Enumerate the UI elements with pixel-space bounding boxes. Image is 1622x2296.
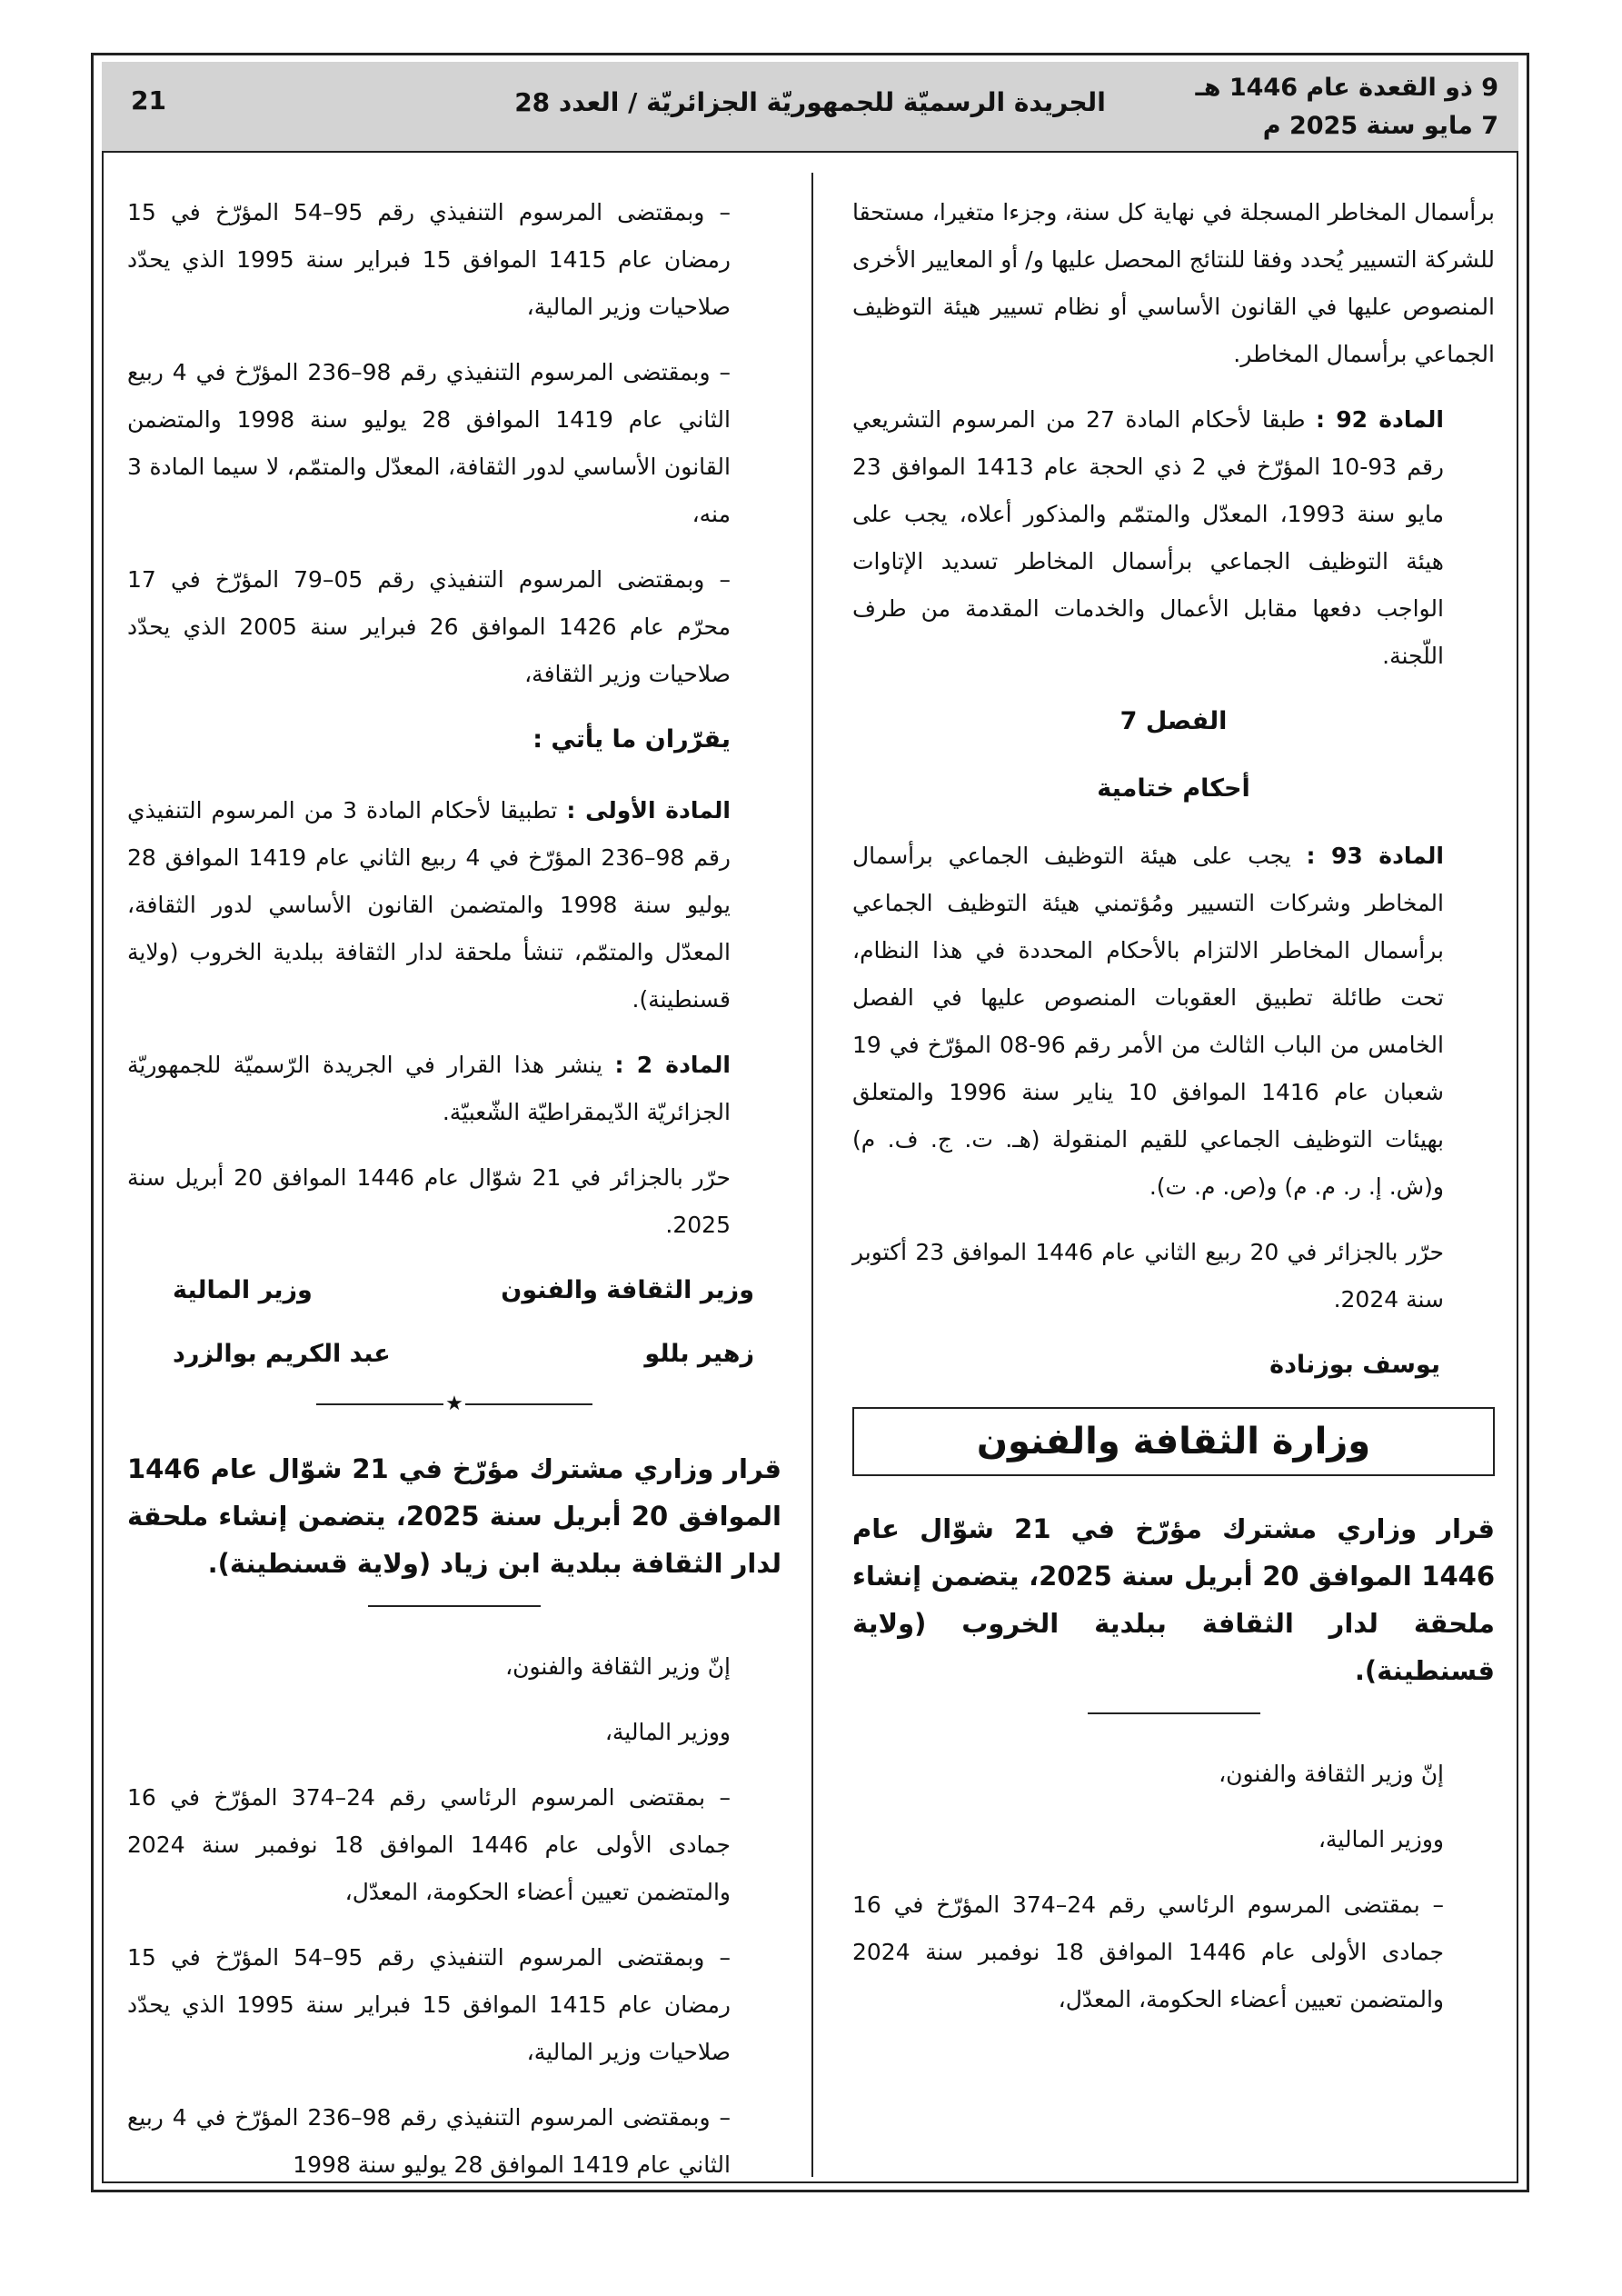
article-93-label: المادة 93 : — [1306, 843, 1444, 869]
article-1-label: المادة الأولى : — [566, 797, 731, 824]
intro-minister-culture: إنّ وزير الثقافة والفنون، — [505, 1653, 731, 1680]
separator-rule — [368, 1605, 541, 1607]
header-date-hijri: 9 ذو القعدة عام 1446 هـ — [1195, 74, 1498, 102]
visa-decree-05-79: – وبمقتضى المرسوم التنفيذي رقم 05–79 المؤرّخ في 17 محرّم عام 1426 الموافق 26 فبراير سنة 2005 الذي يحدّد صلاحيات وزير الثقافة، — [127, 566, 731, 687]
chapter-title: أحكام ختامية — [1097, 774, 1250, 803]
right-column — [852, 189, 1495, 2041]
header-title: الجريدة الرسميّة للجمهوريّة الجزائريّة / العدد 28 — [514, 87, 1106, 117]
article-92-label: المادة 92 : — [1316, 406, 1444, 433]
intro-minister-culture: إنّ وزير الثقافة والفنون، — [1219, 1761, 1444, 1787]
ministry-heading-box: وزارة الثقافة والفنون — [852, 1407, 1495, 1476]
left-column — [127, 189, 781, 2207]
signer-finance: عبد الكريم بوالزرد — [173, 1340, 391, 1368]
star-icon: ★ — [445, 1393, 463, 1415]
column-divider — [811, 173, 813, 2177]
article-92 — [852, 396, 1495, 680]
article-93 — [852, 833, 1495, 1211]
visa-decree-98-236: – وبمقتضى المرسوم التنفيذي رقم 98–236 المؤرّخ في 4 ربيع الثاني عام 1419 الموافق 28 يوليو سنة 1998 — [127, 2104, 731, 2178]
signer-culture: زهير بللو — [644, 1340, 754, 1368]
chapter-heading: الفصل 7 — [1119, 707, 1228, 735]
header-date-gregorian: 7 مايو سنة 2025 م — [1262, 112, 1498, 140]
page-header — [102, 62, 1518, 153]
article-92-text: طبقا لأحكام المادة 27 من المرسوم التشريعي رقم 93-10 المؤرّخ في 2 ذي الحجة عام 1413 الموافق 23 مايو سنة 1993، المعدّل والمتمّم والمذكور أعلاه، يجب على هيئة التوظيف الجماعي برأسمال المخاطر تسديد الإتاوات الواجب دفعها مقابل الأعمال والخدمات المقدمة من طرف اللّجنة. — [852, 406, 1445, 669]
decide-heading: يقرّران ما يأتي : — [532, 725, 731, 754]
separator-rule — [1088, 1712, 1260, 1714]
page-number: 21 — [131, 85, 166, 115]
visa-decree-95-54: – وبمقتضى المرسوم التنفيذي رقم 95–54 المؤرّخ في 15 رمضان عام 1415 الموافق 15 فبراير سنة 1995 الذي يحدّد صلاحيات وزير المالية، — [127, 199, 731, 320]
signature-names — [127, 1331, 781, 1378]
intro-minister-finance: ووزير المالية، — [1318, 1826, 1444, 1852]
minister-culture-title: وزير الثقافة والفنون — [501, 1276, 754, 1304]
article-2-label: المادة 2 : — [614, 1052, 731, 1078]
star-separator — [127, 1394, 781, 1414]
visa-presidential-decree: – بمقتضى المرسوم الرئاسي رقم 24–374 المؤرّخ في 16 جمادى الأولى عام 1446 الموافق 18 نوفمبر سنة 2024 والمتضمن تعيين أعضاء الحكومة، المعدّل، — [127, 1784, 731, 1905]
minister-finance-title: وزير المالية — [173, 1276, 313, 1304]
done-at: حرّر بالجزائر في 21 شوّال عام 1446 الموافق 20 أبريل سنة 2025. — [127, 1164, 731, 1238]
visa-decree-98-236: – وبمقتضى المرسوم التنفيذي رقم 98–236 المؤرّخ في 4 ربيع الثاني عام 1419 الموافق 28 يوليو سنة 1998 والمتضمن القانون الأساسي لدور الثقافة، المعدّل والمتمّم، لا سيما المادة 3 منه، — [127, 359, 731, 527]
visa-presidential-decree: – بمقتضى المرسوم الرئاسي رقم 24–374 المؤرّخ في 16 جمادى الأولى عام 1446 الموافق 18 نوفمبر سنة 2024 والمتضمن تعيين أعضاء الحكومة، المعدّل، — [852, 1892, 1444, 2012]
separator-line-left — [316, 1403, 443, 1405]
visa-decree-95-54: – وبمقتضى المرسوم التنفيذي رقم 95–54 المؤرّخ في 15 رمضان عام 1415 الموافق 15 فبراير سنة 1995 الذي يحدّد صلاحيات وزير المالية، — [127, 1944, 731, 2065]
decision-title: قرار وزاري مشترك مؤرّخ في 21 شوّال عام 1446 الموافق 20 أبريل سنة 2025، يتضمن إنشاء ملحقة لدار الثقافة ببلدية الخروب (ولاية قسنطينة). — [852, 1513, 1496, 1686]
article-1 — [127, 787, 781, 1023]
article-2-text: ينشر هذا القرار في الجريدة الرّسميّة للجمهوريّة الجزائريّة الدّيمقراطيّة الشّعبيّة. — [127, 1052, 731, 1125]
intro-minister-finance: ووزير المالية، — [604, 1719, 731, 1745]
done-at: حرّر بالجزائر في 20 ربيع الثاني عام 1446 الموافق 23 أكتوبر سنة 2024. — [852, 1239, 1444, 1313]
signer-name: يوسف بوزنادة — [1269, 1351, 1440, 1379]
article-1-text: تطبيقا لأحكام المادة 3 من المرسوم التنفيذي رقم 98–236 المؤرّخ في 4 ربيع الثاني عام 1419 الموافق 28 يوليو سنة 1998 والمتضمن القانون الأساسي لدور الثقافة، المعدّل والمتمّم، تنشأ ملحقة لدار الثقافة ببلدية الخروب (ولاية قسنطينة). — [127, 797, 731, 1013]
decision-title: قرار وزاري مشترك مؤرّخ في 21 شوّال عام 1446 الموافق 20 أبريل سنة 2025، يتضمن إنشاء ملحقة لدار الثقافة ببلدية ابن زياد (ولاية قسنطينة). — [127, 1453, 782, 1579]
paragraph-continuation: برأسمال المخاطر المسجلة في نهاية كل سنة، وجزءا متغيرا، مستحقا للشركة التسيير يُحدد وفقا للنتائج المحصل عليها و/ أو المعايير الأخرى المنصوص عليها في القانون الأساسي أو نظام تسيير هيئة التوظيف الجماعي برأسمال المخاطر. — [852, 199, 1495, 367]
separator-line-right — [465, 1403, 592, 1405]
signature-titles — [127, 1267, 781, 1314]
article-2 — [127, 1042, 781, 1136]
article-93-text: يجب على هيئة التوظيف الجماعي برأسمال المخاطر وشركات التسيير ومُؤتمني هيئة التوظيف الجماعي برأسمال المخاطر الالتزام بالأحكام المحددة في هذا النظام، تحت طائلة تطبيق العقوبات المنصوص عليها في الفصل الخامس من الباب الثالث من الأمر رقم 96-08 المؤرّخ في 19 شعبان عام 1416 الموافق 10 يناير سنة 1996 والمتعلق بهيئات التوظيف الجماعي للقيم المنقولة (هـ. ت. ج. ف. م) و(ش. إ. ر. م. م) و(ص. م. ت). — [852, 843, 1445, 1200]
